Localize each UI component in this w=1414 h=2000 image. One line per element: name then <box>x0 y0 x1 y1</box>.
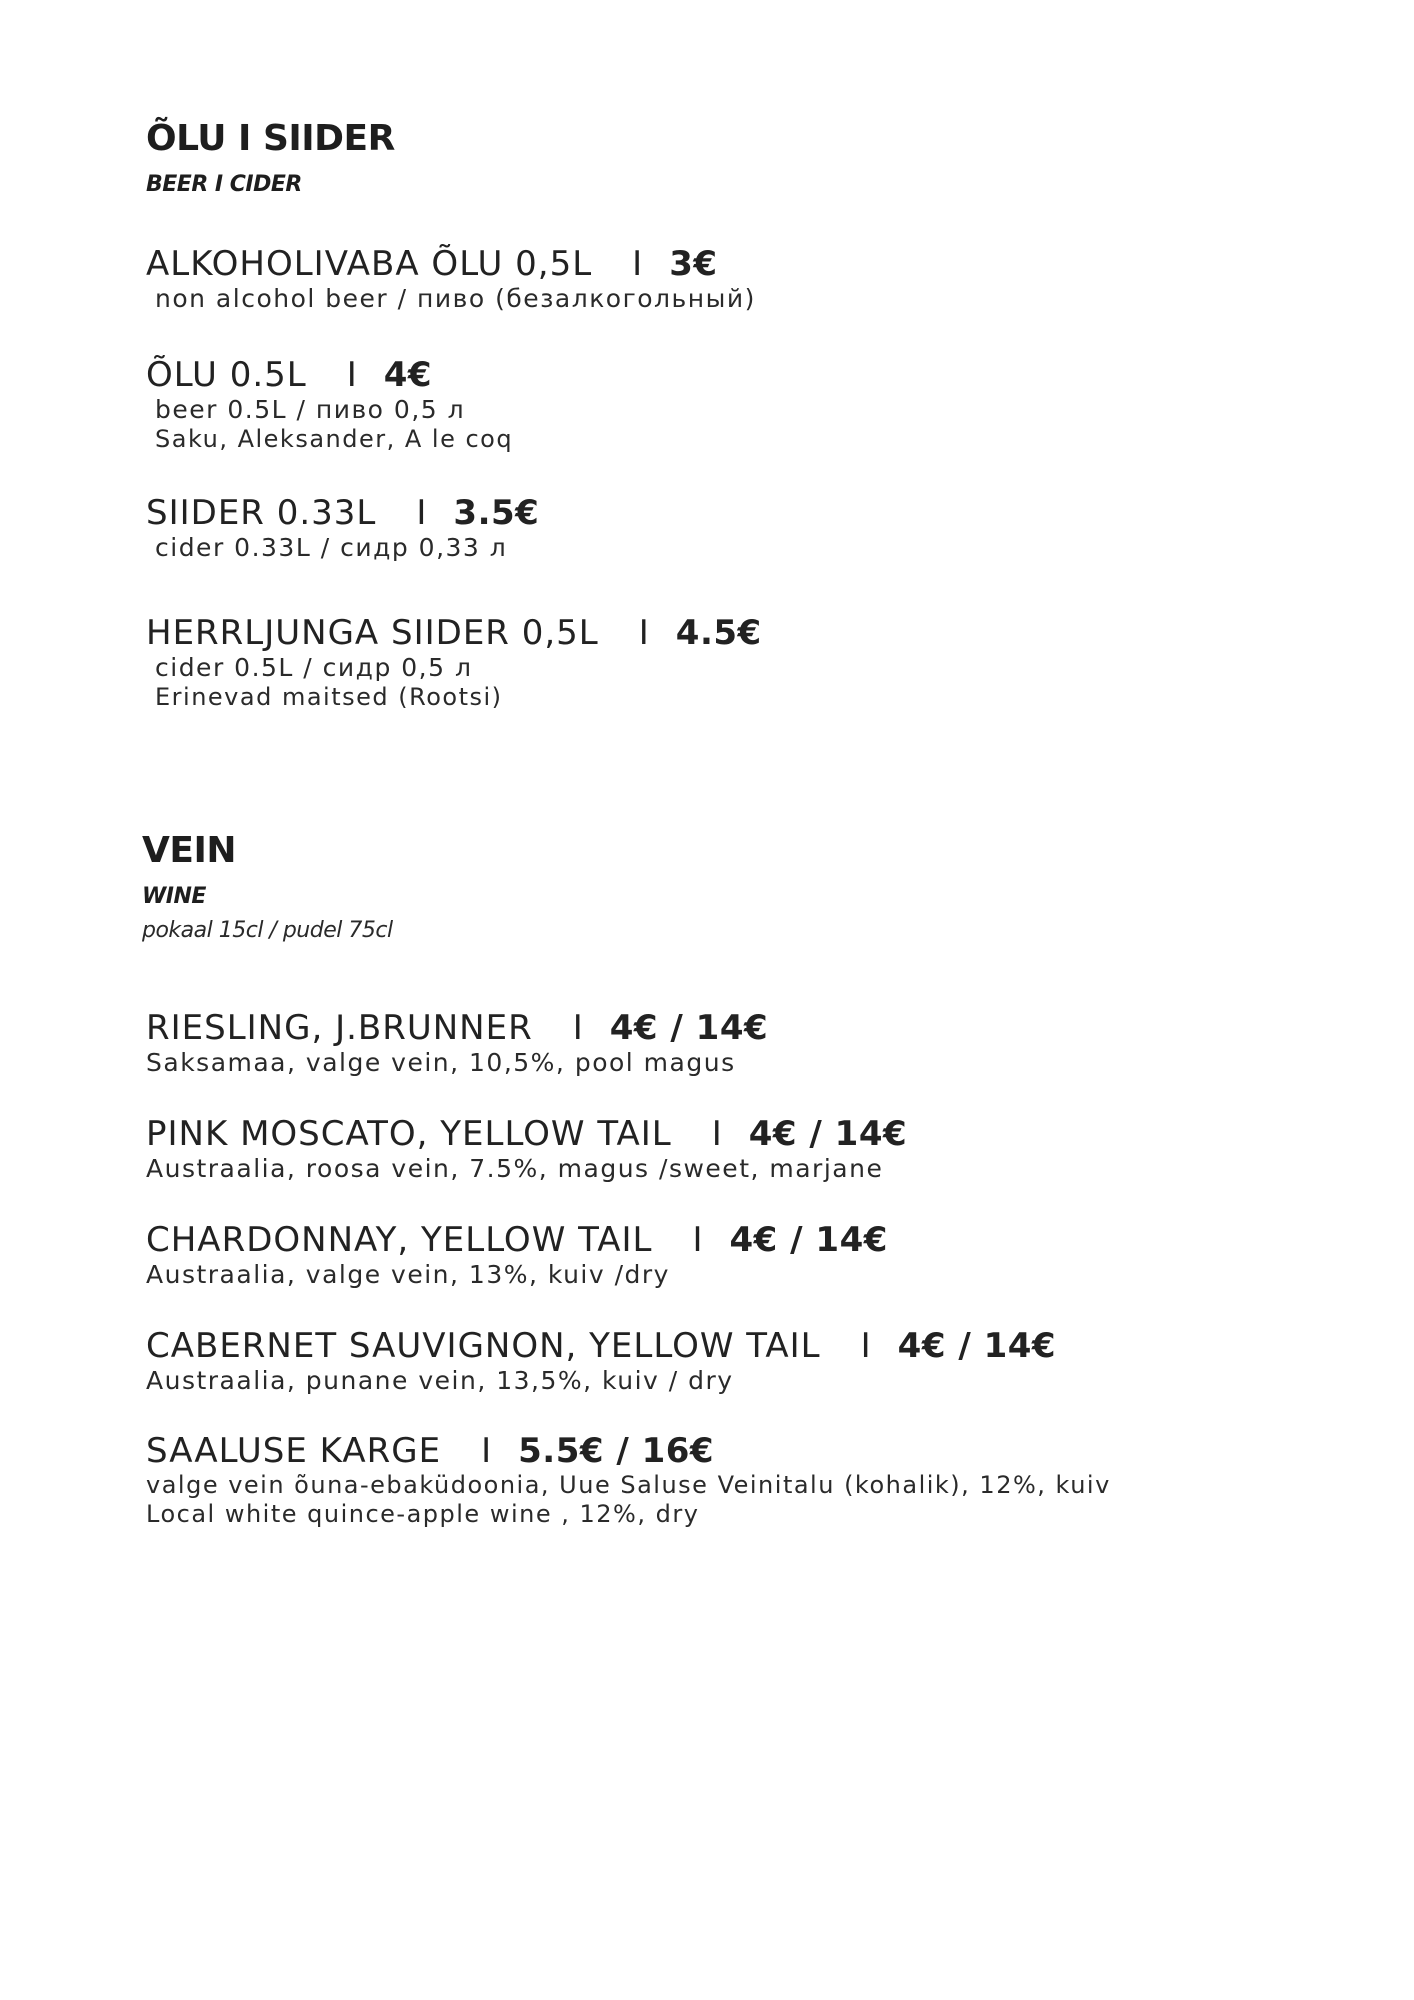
menu-item-name: RIESLING, J.BRUNNER <box>146 1008 533 1048</box>
wine-section-title: VEIN <box>142 830 236 871</box>
menu-item <box>146 1114 907 1184</box>
menu-item-header <box>146 613 762 653</box>
menu-item-header <box>146 1220 888 1260</box>
menu-item-price: 3.5€ <box>453 493 540 533</box>
menu-item-name: SIIDER 0.33L <box>146 493 377 533</box>
menu-item <box>146 1220 888 1290</box>
menu-item-description: Saku, Aleksander, A le coq <box>155 425 514 453</box>
wine-serving-note: pokaal 15cl / pudel 75cl <box>142 918 393 943</box>
menu-item-header <box>146 355 513 395</box>
menu-item-name: HERRLJUNGA SIIDER 0,5L <box>146 613 599 653</box>
menu-item-price: 4€ <box>383 355 433 395</box>
menu-item-separator: I <box>711 1114 723 1154</box>
menu-item-description: Austraalia, valge vein, 13%, kuiv /dry <box>146 1260 670 1289</box>
menu-item-price: 5.5€ / 16€ <box>518 1431 715 1471</box>
menu-item-header <box>146 244 756 284</box>
menu-item-header <box>146 1008 768 1048</box>
menu-item-description: valge vein õuna-ebaküdoonia, Uue Saluse Veinitalu (kohalik), 12%, kuiv <box>146 1471 1111 1499</box>
menu-item-name: SAALUSE KARGE <box>146 1431 442 1471</box>
menu-item <box>146 355 513 453</box>
menu-item <box>146 1326 1056 1396</box>
menu-item-separator: I <box>638 613 650 653</box>
menu-item-header <box>146 1326 1056 1366</box>
menu-item <box>146 244 756 314</box>
beer-section-subtitle: BEER I CIDER <box>146 172 302 197</box>
menu-item-separator: I <box>692 1220 704 1260</box>
menu-item-header <box>146 1114 907 1154</box>
menu-item <box>146 493 539 563</box>
menu-item-separator: I <box>416 493 428 533</box>
menu-item-separator: I <box>860 1326 872 1366</box>
menu-item-name: PINK MOSCATO, YELLOW TAIL <box>146 1114 672 1154</box>
menu-item-description: cider 0.33L / сидр 0,33 л <box>155 533 508 562</box>
menu-item-description: beer 0.5L / пиво 0,5 л <box>155 395 466 424</box>
menu-item-description: Erinevad maitsed (Rootsi) <box>155 683 503 711</box>
menu-item-name: ÕLU 0.5L <box>146 355 307 395</box>
menu-item-price: 4.5€ <box>675 613 762 653</box>
menu-item-description: Local white quince-apple wine , 12%, dry <box>146 1500 700 1528</box>
menu-item-price: 4€ / 14€ <box>609 1008 769 1048</box>
menu-item-separator: I <box>346 355 358 395</box>
menu-item-price: 3€ <box>669 244 718 284</box>
menu-item-header <box>146 1431 1111 1471</box>
menu-item-price: 4€ / 14€ <box>897 1326 1057 1366</box>
menu-item-name: ALKOHOLIVABA ÕLU 0,5L <box>146 244 593 284</box>
wine-section-subtitle: WINE <box>142 884 206 909</box>
menu-item-description: Austraalia, roosa vein, 7.5%, magus /sweet, marjane <box>146 1154 884 1183</box>
menu-item-separator: I <box>572 1008 584 1048</box>
menu-item-price: 4€ / 14€ <box>748 1114 908 1154</box>
menu-item <box>146 1431 1111 1529</box>
menu-item-description: cider 0.5L / сидр 0,5 л <box>155 653 473 682</box>
menu-item-description: non alcohol beer / пиво (безалкогольный) <box>155 284 756 313</box>
menu-item-separator: I <box>632 244 644 284</box>
menu-item-header <box>146 493 539 533</box>
beer-section-title: ÕLU I SIIDER <box>146 118 395 159</box>
menu-item-description: Saksamaa, valge vein, 10,5%, pool magus <box>146 1048 736 1077</box>
menu-item <box>146 1008 768 1078</box>
menu-item <box>146 613 762 711</box>
menu-item-separator: I <box>481 1431 493 1471</box>
menu-item-price: 4€ / 14€ <box>729 1220 888 1260</box>
menu-item-name: CHARDONNAY, YELLOW TAIL <box>146 1220 653 1260</box>
menu-item-name: CABERNET SAUVIGNON, YELLOW TAIL <box>146 1326 821 1366</box>
menu-item-description: Austraalia, punane vein, 13,5%, kuiv / dry <box>146 1366 734 1395</box>
